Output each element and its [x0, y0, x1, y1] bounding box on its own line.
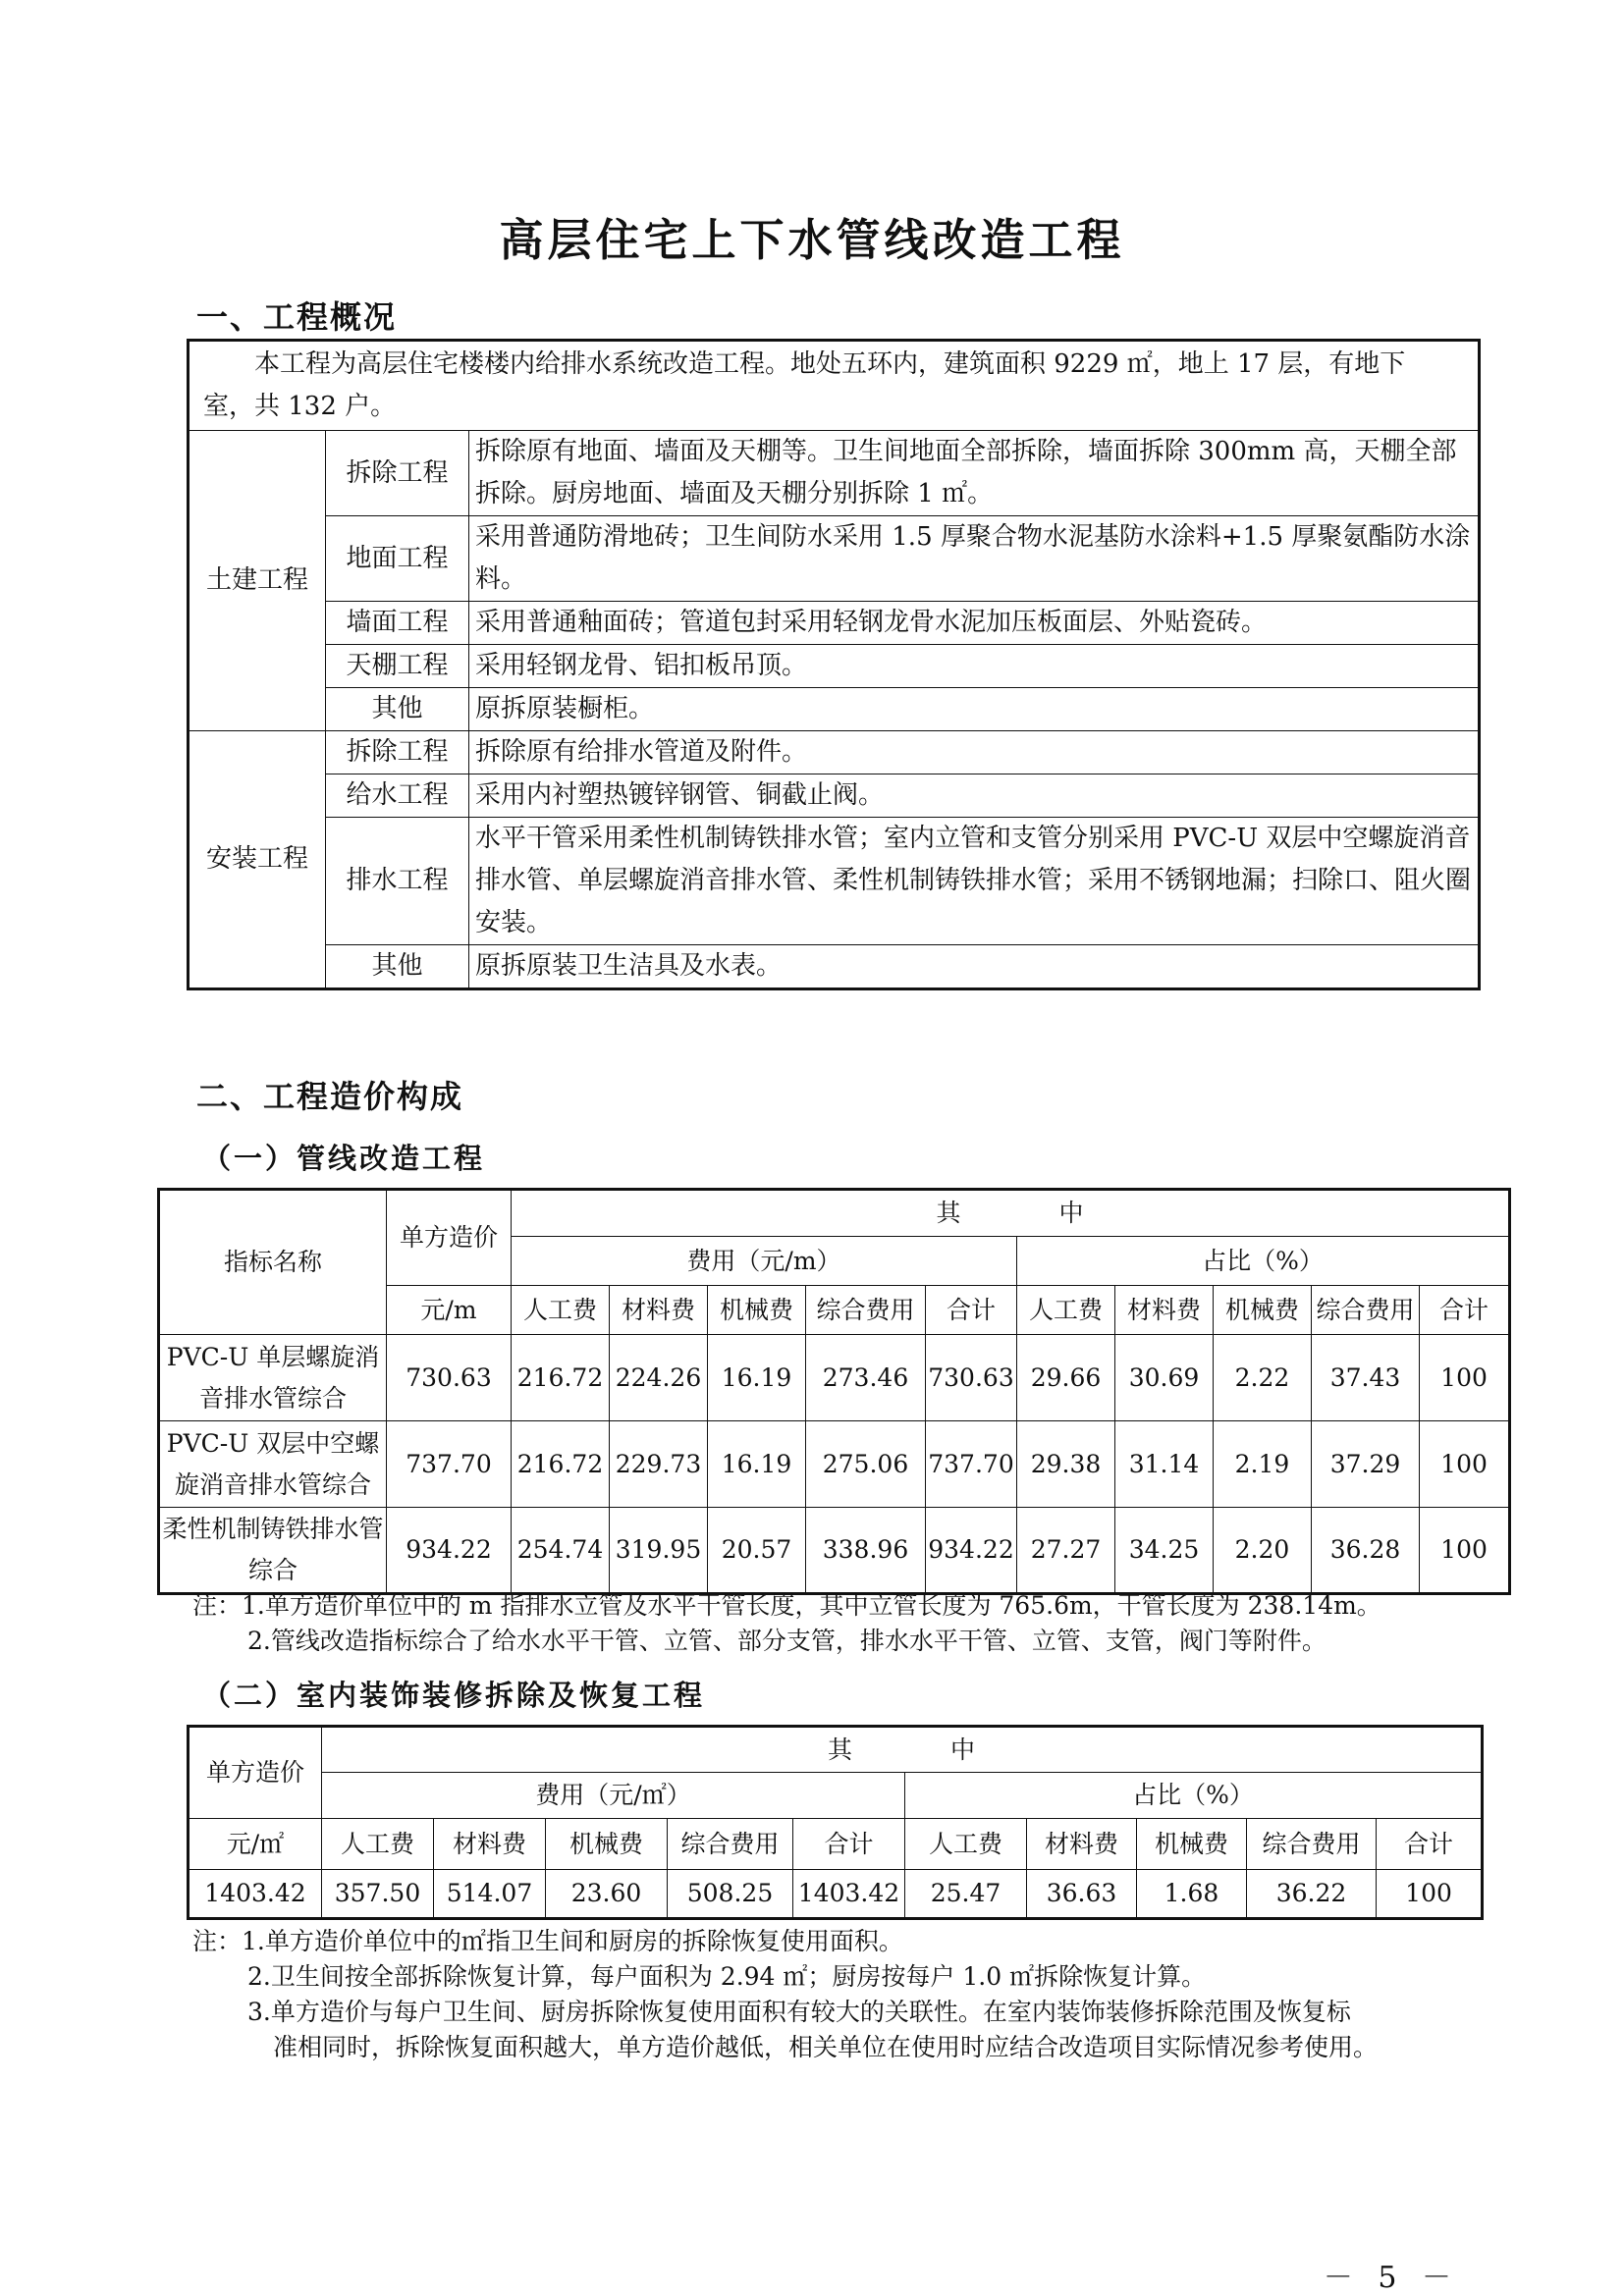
cell: 934.22: [926, 1508, 1017, 1594]
row-name: PVC-U 双层中空螺旋消音排水管综合: [159, 1421, 387, 1508]
cell: 1403.42: [189, 1870, 322, 1919]
section1-heading: 一、工程概况: [196, 298, 398, 336]
col-header: 人工费: [512, 1286, 610, 1335]
col-header-cost: 费用（元/m）: [512, 1237, 1017, 1286]
overview-row: [189, 516, 1480, 602]
cell: 2.20: [1214, 1508, 1312, 1594]
part2-heading: （二）室内装饰装修拆除及恢复工程: [202, 1679, 706, 1712]
item-name: 拆除工程: [326, 731, 469, 774]
part2-note-1: 注：1.单方造价单位中的㎡指卫生间和厨房的拆除恢复使用面积。: [192, 1927, 903, 1955]
col-header: 合计: [926, 1286, 1017, 1335]
row-name: PVC-U 单层螺旋消音排水管综合: [159, 1335, 387, 1421]
item-desc: 拆除原有地面、墙面及天棚等。卫生间地面全部拆除，墙面拆除 300mm 高，天棚全部拆除。厨房地面、墙面及天棚分别拆除 1 ㎡。: [469, 431, 1480, 516]
table-row: [159, 1508, 1510, 1594]
cell: 737.70: [387, 1421, 512, 1508]
col-header-ratio: 占比（%）: [1017, 1237, 1510, 1286]
item-name: 天棚工程: [326, 645, 469, 688]
cell: 216.72: [512, 1421, 610, 1508]
item-desc: 采用普通防滑地砖；卫生间防水采用 1.5 厚聚合物水泥基防水涂料+1.5 厚聚氨酯防水涂料。: [469, 516, 1480, 602]
overview-table: [187, 339, 1481, 990]
cell: 27.27: [1017, 1508, 1115, 1594]
item-name: 其他: [326, 688, 469, 731]
cell: 2.19: [1214, 1421, 1312, 1508]
part1-note-1: 注：1.单方造价单位中的 m 指排水立管及水平干管长度，其中立管长度为 765.6m，干管长度为 238.14m。: [192, 1591, 1381, 1620]
cell: 357.50: [322, 1870, 434, 1919]
cell: 25.47: [905, 1870, 1027, 1919]
item-desc: 原拆原装卫生洁具及水表。: [469, 945, 1480, 989]
cell: 508.25: [668, 1870, 793, 1919]
intro-line-2: 室，共 132 户。: [203, 392, 397, 421]
cell: 254.74: [512, 1508, 610, 1594]
col-header: 综合费用: [1247, 1819, 1377, 1870]
cell: 737.70: [926, 1421, 1017, 1508]
item-name: 拆除工程: [326, 431, 469, 516]
col-header: 机械费: [546, 1819, 668, 1870]
cell: 36.63: [1027, 1870, 1137, 1919]
overview-row: [189, 731, 1480, 774]
overview-row: [189, 818, 1480, 945]
table-row: [189, 1870, 1483, 1919]
cell: 730.63: [926, 1335, 1017, 1421]
cell: 37.29: [1312, 1421, 1420, 1508]
page-number: － 5 －: [1323, 2261, 1459, 2295]
header-row: [189, 1727, 1483, 1773]
cell: 16.19: [708, 1421, 806, 1508]
cell: 273.46: [806, 1335, 926, 1421]
col-header-unit: 元/m: [387, 1286, 512, 1335]
group-name: 安装工程: [189, 731, 326, 989]
renovation-cost-table: [187, 1725, 1484, 1920]
col-header-unit-price: 单方造价: [387, 1190, 512, 1286]
col-header: 人工费: [322, 1819, 434, 1870]
col-header-ratio: 占比（%）: [905, 1773, 1483, 1819]
col-header: 合计: [1377, 1819, 1483, 1870]
col-header: 机械费: [1137, 1819, 1247, 1870]
header-row: [189, 1773, 1483, 1819]
part2-note-2: 2.卫生间按全部拆除恢复计算，每户面积为 2.94 ㎡；厨房按每户 1.0 ㎡拆除恢复计算。: [247, 1962, 1207, 1991]
item-name: 墙面工程: [326, 602, 469, 645]
cell: 16.19: [708, 1335, 806, 1421]
item-desc: 原拆原装橱柜。: [469, 688, 1480, 731]
cell: 100: [1377, 1870, 1483, 1919]
item-name: 其他: [326, 945, 469, 989]
cell: 1.68: [1137, 1870, 1247, 1919]
cell: 100: [1420, 1508, 1510, 1594]
cell: 36.22: [1247, 1870, 1377, 1919]
overview-intro: [189, 341, 1480, 431]
cell: 229.73: [610, 1421, 708, 1508]
overview-row: [189, 688, 1480, 731]
intro-line-1: 本工程为高层住宅楼楼内给排水系统改造工程。地处五环内，建筑面积 9229 ㎡，地上 17 层，有地下: [254, 349, 1406, 379]
cell: 2.22: [1214, 1335, 1312, 1421]
overview-row: [189, 431, 1480, 516]
row-name: 柔性机制铸铁排水管综合: [159, 1508, 387, 1594]
header-row: [189, 1819, 1483, 1870]
item-desc: 水平干管采用柔性机制铸铁排水管；室内立管和支管分别采用 PVC-U 双层中空螺旋消音排水管、单层螺旋消音排水管、柔性机制铸铁排水管；采用不锈钢地漏；扫除口、阻火圈安装。: [469, 818, 1480, 945]
cell: 36.28: [1312, 1508, 1420, 1594]
cell: 20.57: [708, 1508, 806, 1594]
cell: 31.14: [1115, 1421, 1214, 1508]
item-desc: 采用普通釉面砖；管道包封采用轻钢龙骨水泥加压板面层、外贴瓷砖。: [469, 602, 1480, 645]
cell: 30.69: [1115, 1335, 1214, 1421]
col-header-cost: 费用（元/㎡）: [322, 1773, 905, 1819]
col-header-unit-price: 单方造价: [189, 1727, 322, 1819]
cell: 29.38: [1017, 1421, 1115, 1508]
col-header: 综合费用: [668, 1819, 793, 1870]
item-desc: 采用内衬塑热镀锌钢管、铜截止阀。: [469, 774, 1480, 818]
part1-heading: （一）管线改造工程: [202, 1142, 486, 1175]
item-name: 给水工程: [326, 774, 469, 818]
item-name: 排水工程: [326, 818, 469, 945]
part1-note-2: 2.管线改造指标综合了给水水平干管、立管、部分支管，排水水平干管、立管、支管，阀门等附件。: [247, 1627, 1326, 1655]
cell: 934.22: [387, 1508, 512, 1594]
cell: 23.60: [546, 1870, 668, 1919]
col-header: 材料费: [610, 1286, 708, 1335]
cell: 34.25: [1115, 1508, 1214, 1594]
cell: 275.06: [806, 1421, 926, 1508]
col-header-name: 指标名称: [159, 1190, 387, 1335]
cell: 514.07: [434, 1870, 546, 1919]
col-header: 综合费用: [1312, 1286, 1420, 1335]
group-name: 土建工程: [189, 431, 326, 731]
section2-heading: 二、工程造价构成: [196, 1078, 464, 1115]
item-desc: 拆除原有给排水管道及附件。: [469, 731, 1480, 774]
table-row: [159, 1335, 1510, 1421]
overview-row: [189, 645, 1480, 688]
item-name: 地面工程: [326, 516, 469, 602]
table-row: [159, 1421, 1510, 1508]
cell: 319.95: [610, 1508, 708, 1594]
col-header: 机械费: [708, 1286, 806, 1335]
cell: 100: [1420, 1421, 1510, 1508]
cell: 100: [1420, 1335, 1510, 1421]
col-header-of-which: 其 中: [512, 1190, 1510, 1237]
pipeline-cost-table: [157, 1188, 1511, 1595]
cell: 1403.42: [793, 1870, 905, 1919]
overview-intro-row: [189, 341, 1480, 431]
overview-row: [189, 945, 1480, 989]
col-header: 合计: [793, 1819, 905, 1870]
header-row: [159, 1190, 1510, 1237]
col-header: 机械费: [1214, 1286, 1312, 1335]
col-header: 材料费: [1115, 1286, 1214, 1335]
cell: 29.66: [1017, 1335, 1115, 1421]
col-header-of-which: 其 中: [322, 1727, 1483, 1773]
cell: 37.43: [1312, 1335, 1420, 1421]
col-header-unit: 元/㎡: [189, 1819, 322, 1870]
col-header: 人工费: [905, 1819, 1027, 1870]
col-header: 材料费: [1027, 1819, 1137, 1870]
page-title: 高层住宅上下水管线改造工程: [499, 214, 1125, 266]
part2-note-3-cont: 准相同时，拆除恢复面积越大，单方造价越低，相关单位在使用时应结合改造项目实际情况参考使用。: [273, 2033, 1379, 2061]
cell: 224.26: [610, 1335, 708, 1421]
overview-row: [189, 774, 1480, 818]
cell: 338.96: [806, 1508, 926, 1594]
cell: 730.63: [387, 1335, 512, 1421]
col-header: 综合费用: [806, 1286, 926, 1335]
cell: 216.72: [512, 1335, 610, 1421]
overview-row: [189, 602, 1480, 645]
col-header: 合计: [1420, 1286, 1510, 1335]
item-desc: 采用轻钢龙骨、铝扣板吊顶。: [469, 645, 1480, 688]
col-header: 材料费: [434, 1819, 546, 1870]
part2-note-3: 3.单方造价与每户卫生间、厨房拆除恢复使用面积有较大的关联性。在室内装饰装修拆除范围及恢复标: [247, 1998, 1351, 2026]
col-header: 人工费: [1017, 1286, 1115, 1335]
